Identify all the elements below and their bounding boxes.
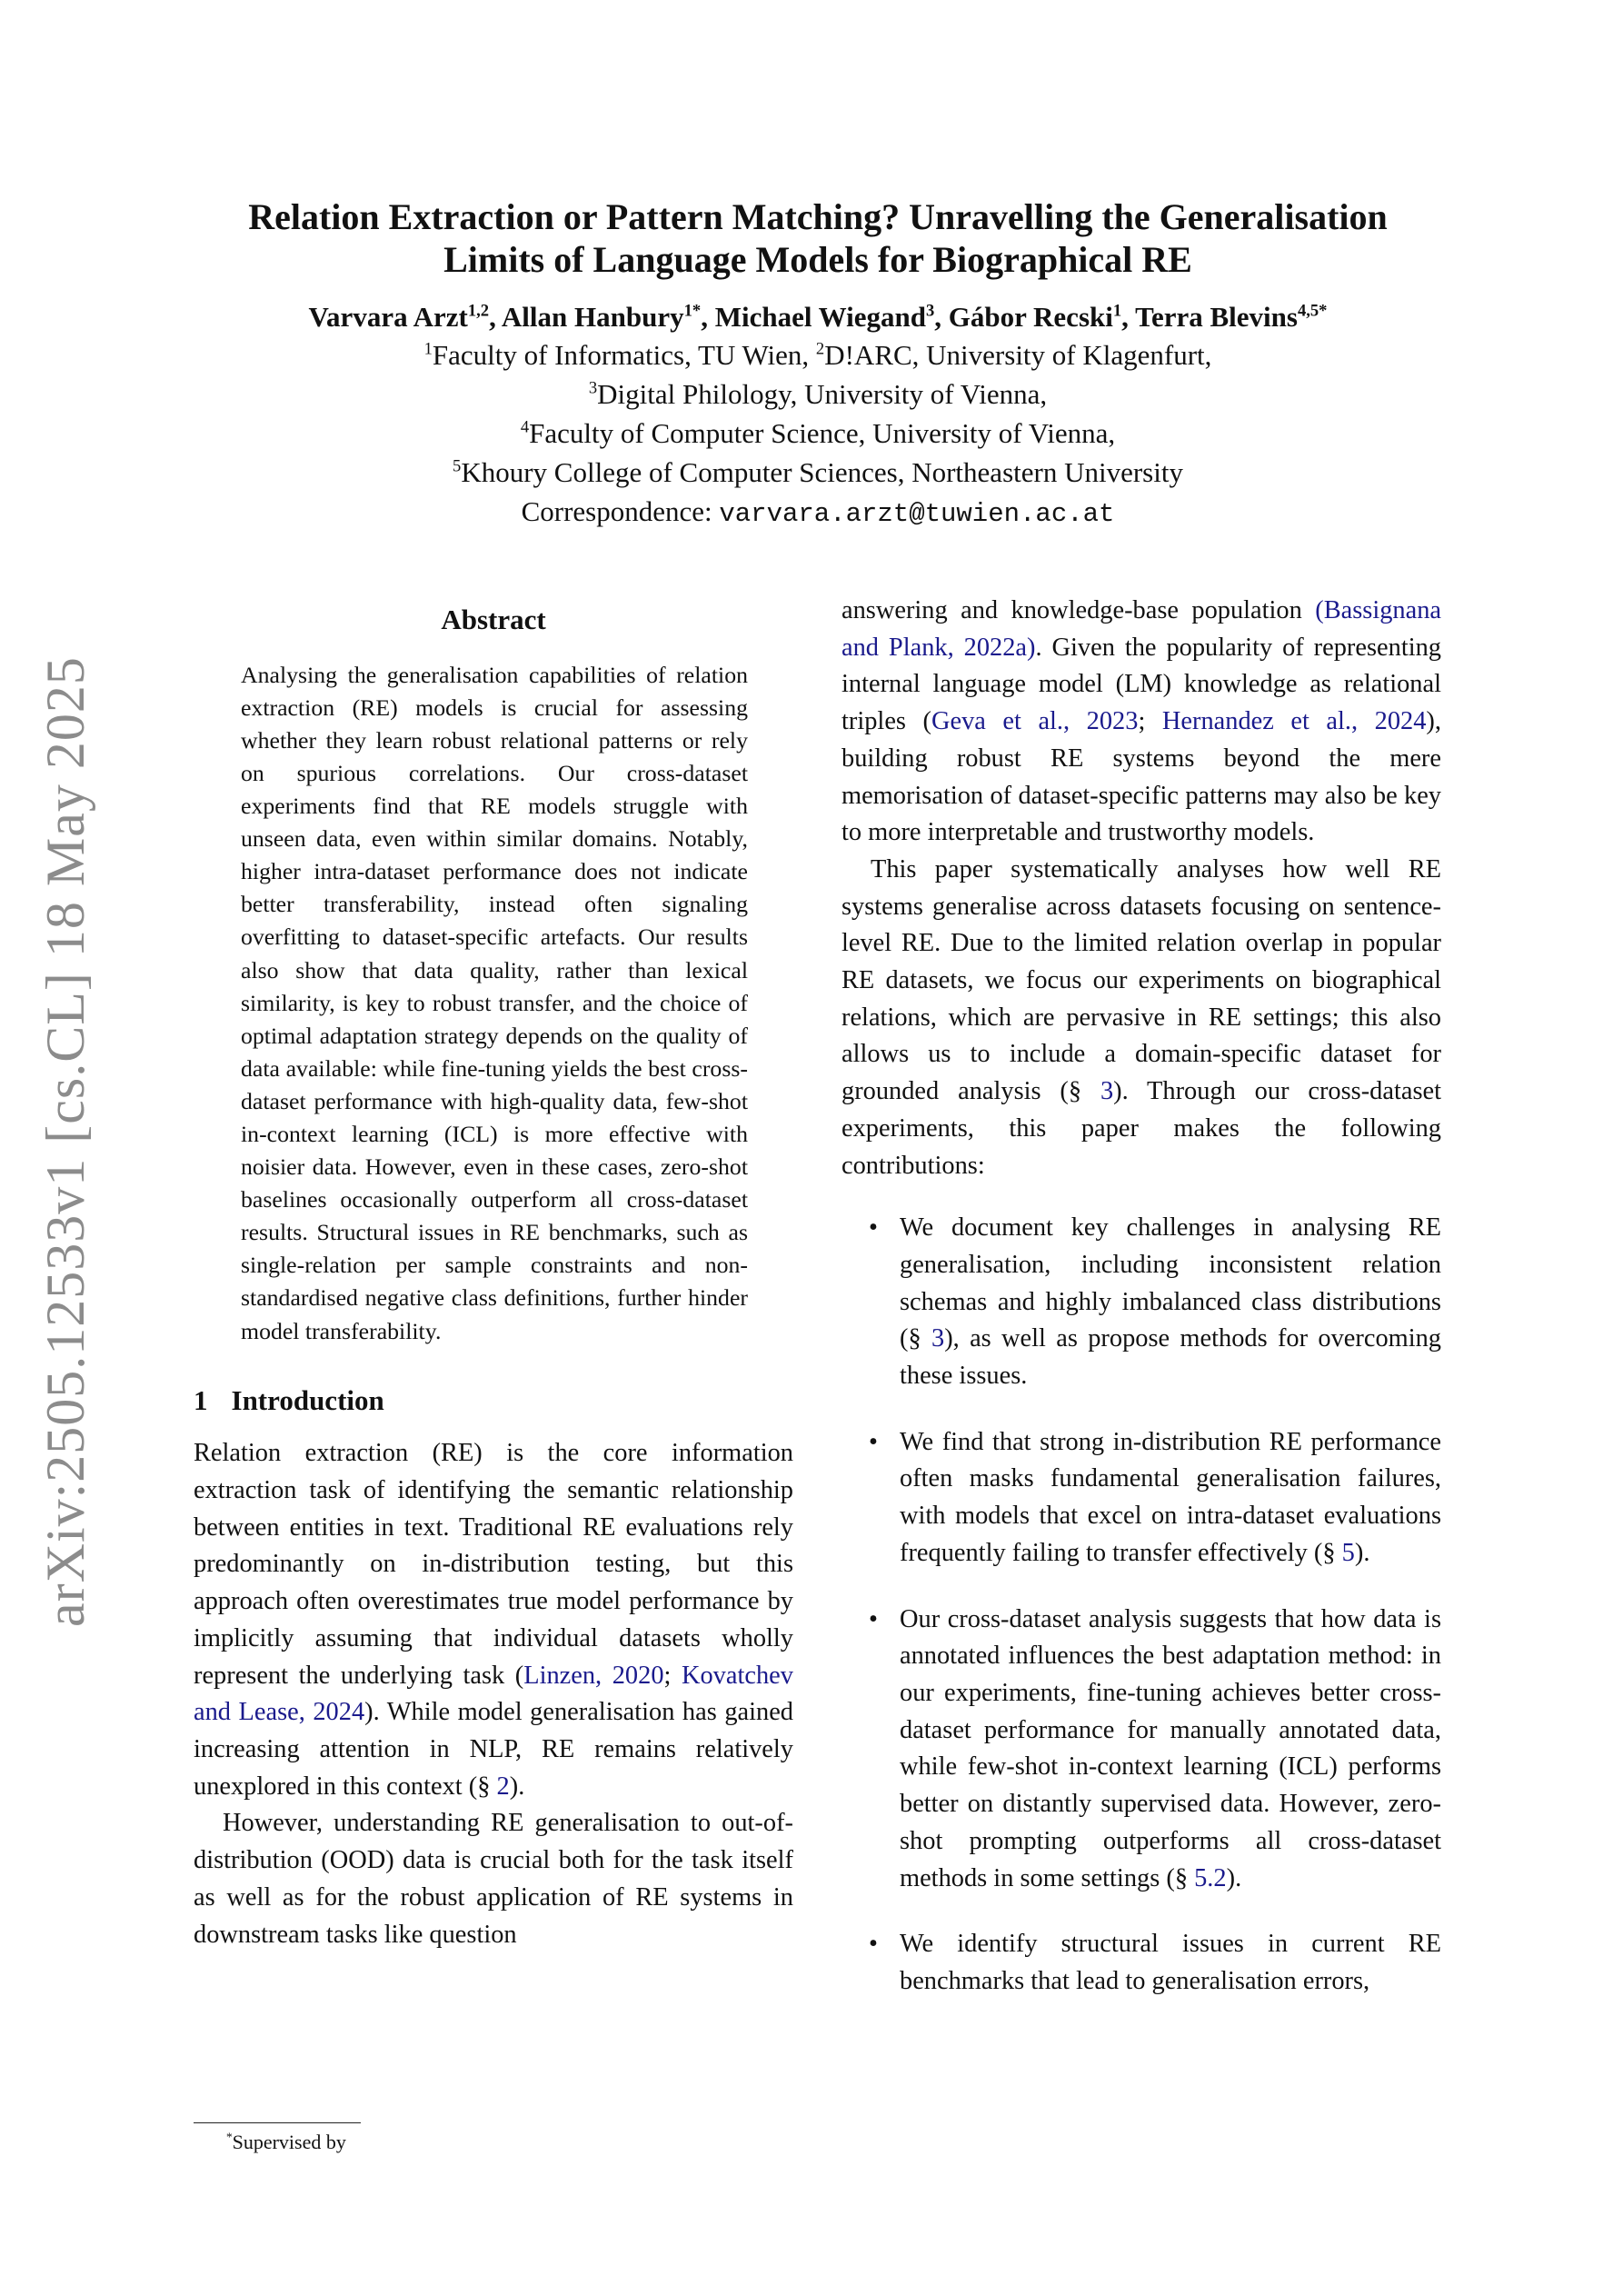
title-line-2: Limits of Language Models for Biographical RE [443,239,1192,280]
citation-link[interactable]: Geva et al., 2023 [931,707,1139,736]
paragraph-text: ), building robust RE systems beyond the mere memorisation of dataset-specific patterns may also be key to more interpretable and trustworthy models. [841,707,1441,847]
author-affil-sup: 3 [925,301,935,321]
bullet-icon: • [869,1427,878,1456]
author-name: , Allan Hanbury [489,301,684,333]
item-text: We identify structural issues in current RE benchmarks that lead to generalisation errors, [900,1930,1441,1995]
paragraph-text: Relation extraction (RE) is the core information extraction task of identifying the semantic relationship between entities in text. Traditional RE evaluations rely predominantly on in-distribution testing, but this approach often overestimates true model performance by implicitly assuming that individual datasets wholly represent the underlying task ( [194,1439,793,1690]
left-column [194,593,793,1953]
right-paragraph-2 [841,852,1441,1184]
paragraph-text: This paper systematically analyses how well RE systems generalise across datasets focusing on sentence-level RE. Due to the limited relation overlap in popular RE datasets, we focus our experiments on biographical relations, which are pervasive in RE settings; this also allows us to include a domain-specific dataset for grounded analysis (§ [841,854,1441,1106]
item-text: ). [1354,1538,1370,1567]
contribution-item [841,1602,1441,1898]
section-ref-link[interactable]: 3 [931,1324,945,1353]
affil-sup: 3 [588,378,598,398]
bullet-icon: • [869,1930,878,1959]
title-line-1: Relation Extraction or Pattern Matching? Unravelling the Generalisation [248,196,1388,237]
item-text: Our cross-dataset analysis suggests that how data is annotated influences the best adaptation method: in our experiments, fine-tuning achieves better cross-dataset performance for manually annotated data, while few-shot in-context learning (ICL) performs better on distantly supervised data. However, zero-shot prompting outperforms all cross-dataset methods in some settings (§ [900,1604,1441,1892]
contribution-item [841,1926,1441,2000]
affiliation-line [136,335,1499,374]
section-ref-link[interactable]: 2 [496,1772,510,1801]
paper-title [136,195,1499,281]
paragraph-text: . Given the popularity of representing internal language model (LM) knowledge as relational triples ( [841,633,1441,736]
citation-link[interactable]: Linzen, 2020 [523,1661,664,1690]
affiliation-line [136,414,1499,453]
affil-sup: 5 [453,456,462,476]
section-ref-link[interactable]: 5 [1341,1538,1355,1567]
section-heading-introduction [194,1383,793,1420]
affil-text: Digital Philology, University of Vienna, [597,378,1048,410]
paragraph-text: ). While model generalisation has gained increasing attention in NLP, RE remains relatively unexplored in this context (§ [194,1698,793,1801]
footnote-rule [194,2122,361,2123]
footnote-marker: * [226,2130,233,2144]
affil-sup: 1 [423,339,433,359]
paragraph-text: ). Through our cross-dataset experiments, this paper makes the following contributions: [841,1077,1442,1180]
item-text: We document key challenges in analysing RE generalisation, including inconsistent relation schemas and highly imbalanced class distributions (§ [900,1213,1441,1353]
abstract-heading: Abstract [441,604,546,635]
author-name: , Terra Blevins [1121,301,1298,333]
author-name: Varvara Arzt [308,301,468,333]
section-ref-link[interactable]: 3 [1100,1077,1114,1106]
affil-text: D!ARC, University of Klagenfurt, [824,339,1212,371]
author-list [136,299,1499,335]
footnote-text: Supervised by [232,2131,346,2153]
abstract-text: Analysing the generalisation capabilities of relation extraction (RE) models is crucial for assessing whether they learn robust relational patterns or rely on spurious correlations. Our cross-dataset experiments find that RE models struggle with unseen data, even within similar domains. Notably, higher intra-dataset performance does not indicate better transferability, instead often signaling overfitting to dataset-specific artefacts. Our results also show that data quality, rather than lexical similarity, is key to robust transfer, and the choice of optimal adaptation strategy depends on the quality of data available: while fine-tuning yields the best cross-dataset performance with high-quality data, few-shot in-context learning (ICL) is more effective with noisier data. However, even in these cases, zero-shot baselines occasionally outperform all cross-dataset results. Structural issues in RE benchmarks, such as single-relation per sample constraints and non-standardised negative class definitions, further hinder model transferability. [241,661,748,1344]
paragraph-text: ). [509,1772,525,1801]
citation-link[interactable]: (Bassignana and Plank, 2022a) [841,596,1441,662]
affiliation-line [136,374,1499,414]
intro-paragraph-1 [194,1435,793,1805]
affil-sup: 2 [815,339,825,359]
right-paragraph-1 [841,593,1441,852]
author-affil-sup: 1 [1112,301,1122,321]
author-affil-sup: 1* [683,301,702,321]
intro-paragraph-2: However, understanding RE generalisation to out-of-distribution (OOD) data is crucial both for the task itself as well as for the robust application of RE systems in downstream tasks like question [194,1809,793,1949]
contribution-list [841,1210,1441,2000]
contribution-item [841,1424,1441,1572]
contribution-item [841,1210,1441,1395]
footnote [226,2129,346,2156]
paragraph-text: ; [1138,707,1162,736]
citation-link[interactable]: Hernandez et al., 2024 [1161,707,1427,736]
section-number: 1 [194,1383,208,1416]
paper-header [136,195,1499,534]
bullet-icon: • [869,1213,878,1243]
author-name: , Gábor Recski [934,301,1113,333]
right-column [841,593,1441,2030]
item-text: ). [1226,1863,1242,1892]
affil-text: Khoury College of Computer Sciences, Northeastern University [461,456,1183,488]
correspondence-email[interactable]: varvara.arzt@tuwien.ac.at [719,499,1115,529]
author-affil-sup: 1,2 [467,301,490,321]
affil-text: Faculty of Computer Science, University of Vienna, [529,417,1116,449]
author-affil-sup: 4,5* [1297,301,1328,321]
bullet-icon: • [869,1604,878,1633]
correspondence-line [136,492,1499,534]
item-text: ), as well as propose methods for overcoming these issues. [900,1324,1442,1391]
author-name: , Michael Wiegand [701,301,926,333]
paragraph-text: ; [663,1661,682,1690]
affil-sup: 4 [520,417,530,437]
affiliation-line [136,453,1499,492]
item-text: We find that strong in-distribution RE performance often masks fundamental generalisation failures, with models that excel on intra-dataset evaluations frequently failing to transfer effectively (§ [900,1427,1441,1567]
affil-text: Faculty of Informatics, TU Wien, [432,339,816,371]
section-ref-link[interactable]: 5.2 [1194,1863,1227,1892]
paragraph-text: answering and knowledge-base population [841,596,1316,624]
correspondence-label: Correspondence: [521,495,720,527]
arxiv-stamp: arXiv:2505.12533v1 [cs.CL] 18 May 2025 [35,656,95,1627]
citation-link[interactable]: Kovatchev and Lease, 2024 [194,1661,793,1727]
section-title: Introduction [231,1383,384,1416]
